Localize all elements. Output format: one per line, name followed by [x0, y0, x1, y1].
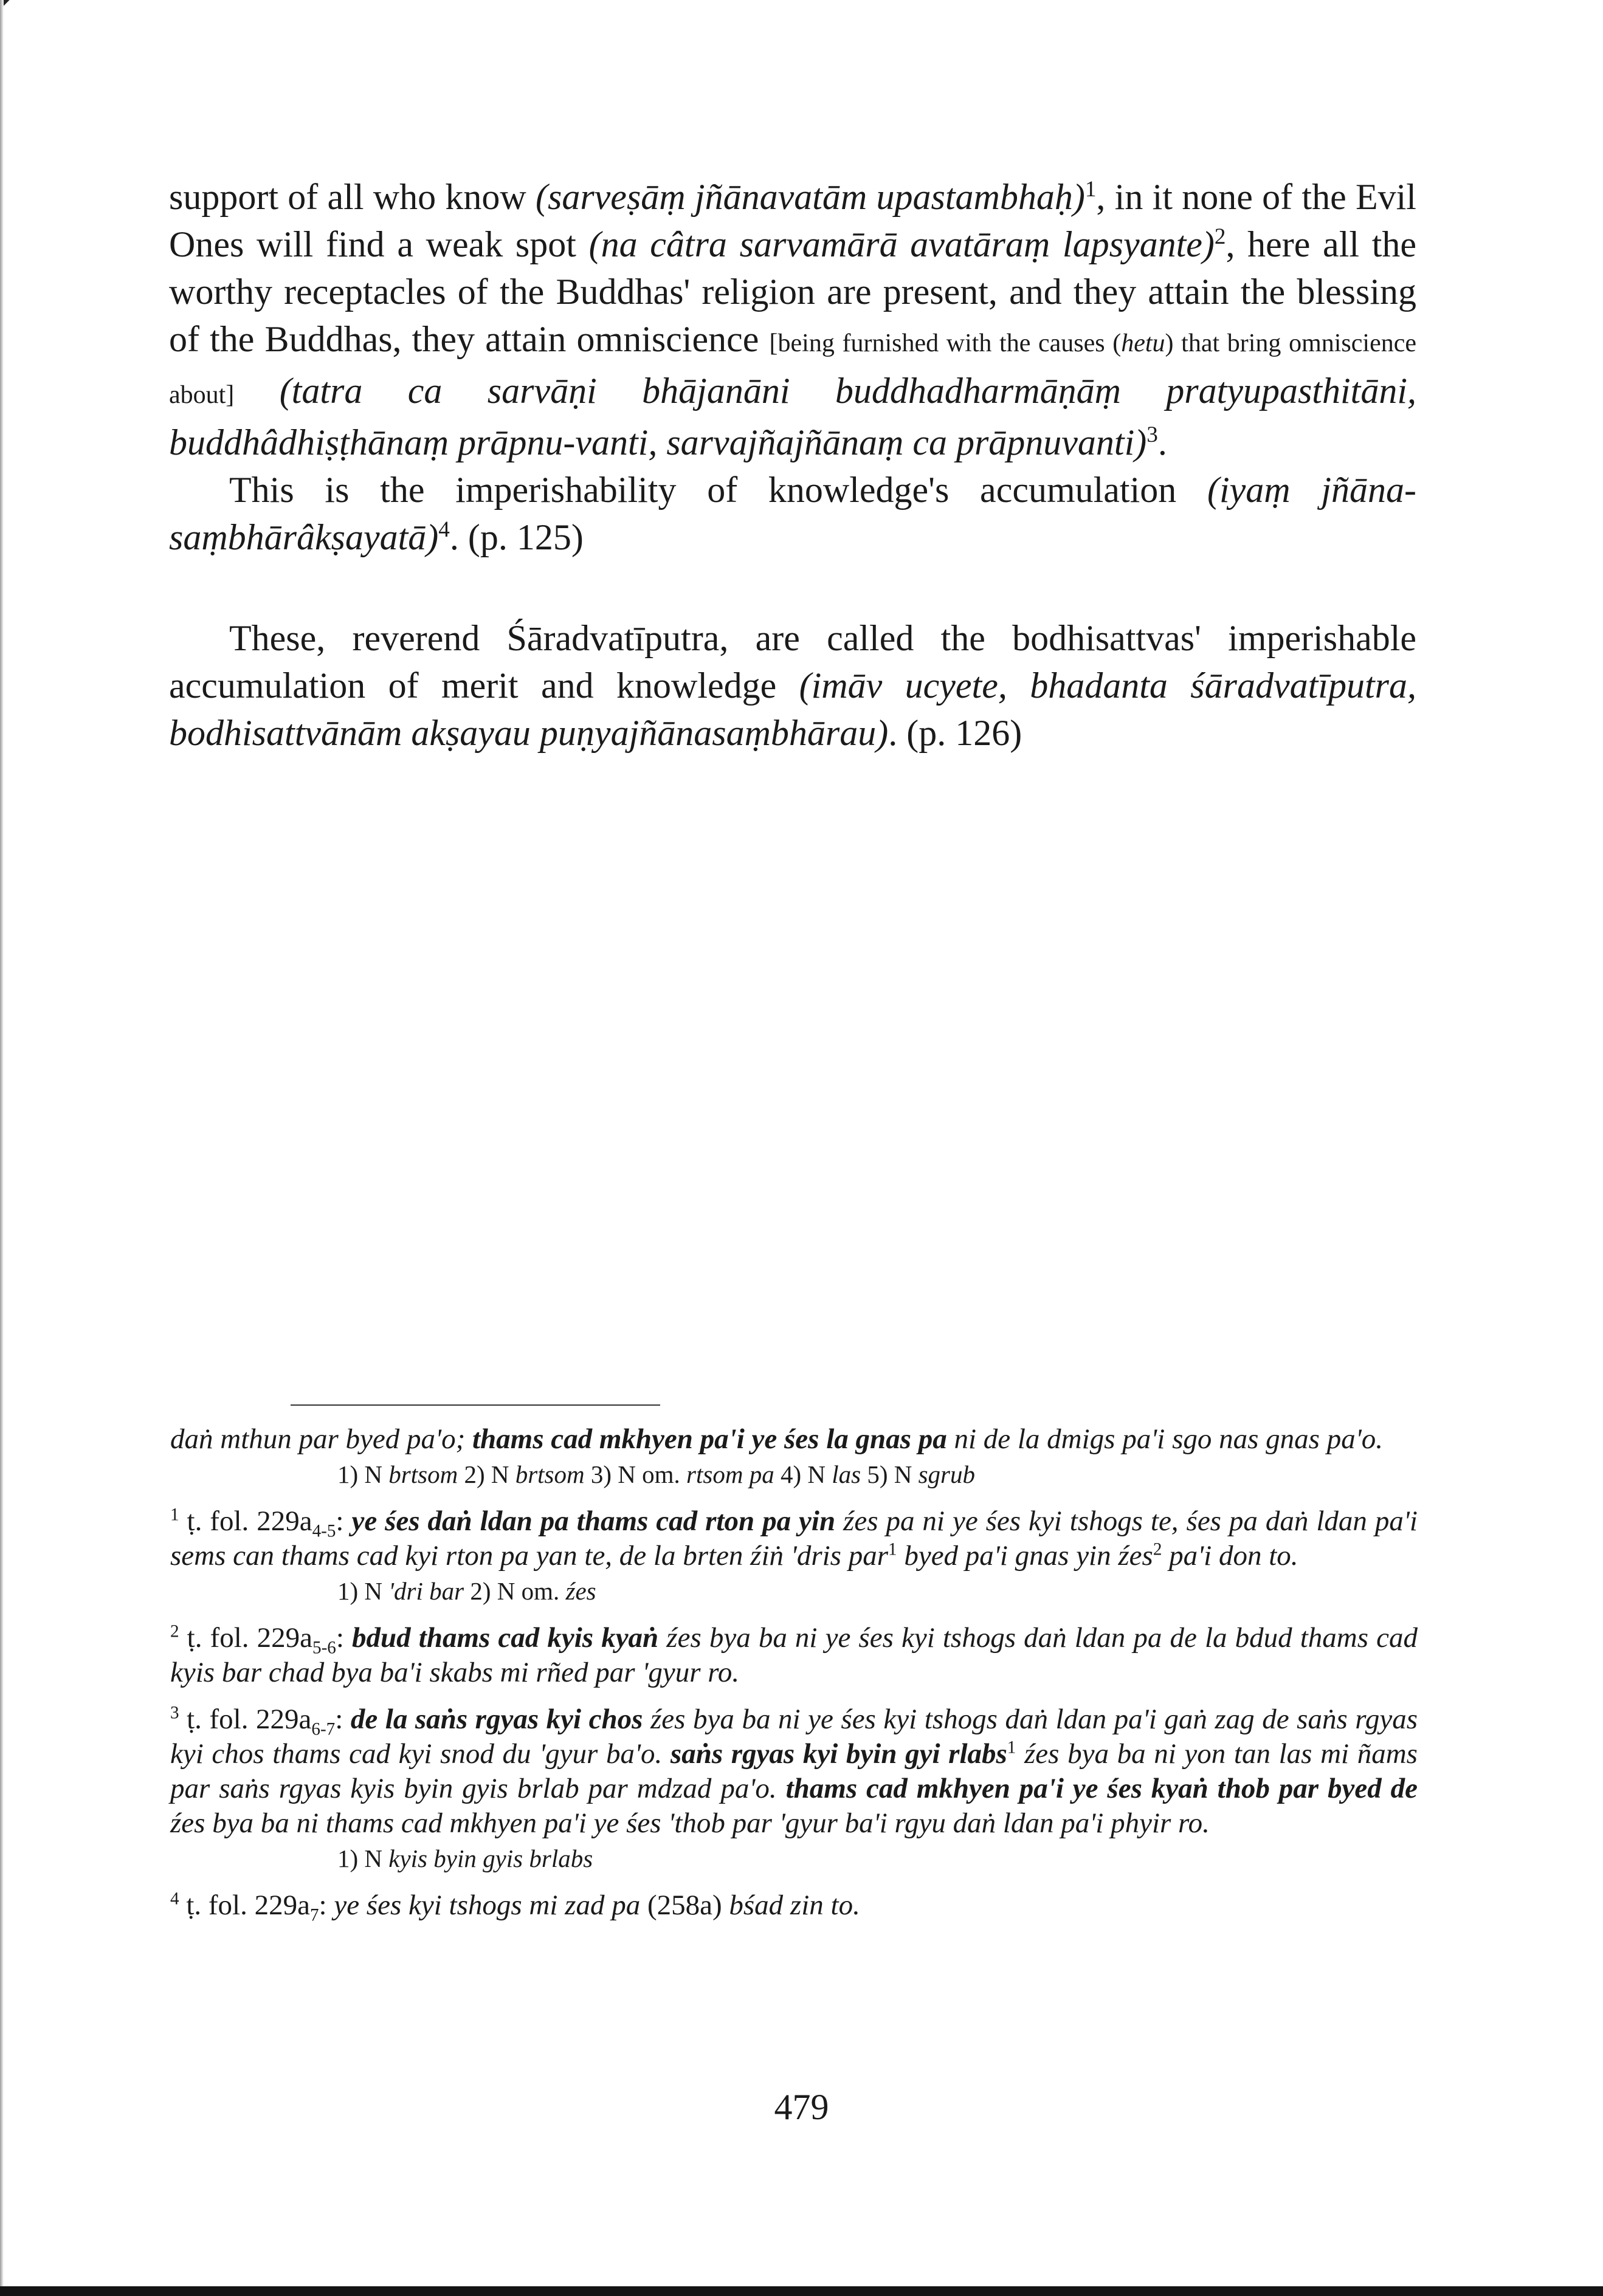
- scan-bottom-edge: [0, 2286, 1603, 2296]
- footnote-continuation: daṅ mthun par byed pa'o; thams cad mkhyen pa'i ye śes la gnas pa ni de la dmigs pa'i sgo nas gnas pa'o.: [170, 1423, 1384, 1455]
- footnote-2: $^2$ ṭ. fol. $229a_{5-6}$: bdud thams cad kyis kyaṅ źes bya ba ni ye śes kyi tshogs daṅ ldan pa de la bdud thams cad kyis bar chad bya ba'i skabs mi rñed par 'gyur ro.: [170, 1621, 1418, 1688]
- sanskrit-phrase: (na câtra sarvamārā avatāraṃ lapsyante): [588, 224, 1215, 264]
- footnote-ref: 1: [1084, 177, 1097, 202]
- footnote-separator: [291, 1404, 660, 1406]
- sanskrit-phrase: (iyaṃ jñāna-saṃbhārâkṣayatā): [169, 470, 1416, 557]
- footnote-ref: 4: [438, 517, 450, 542]
- footnotes: [170, 1422, 1418, 1923]
- footnote-1: $^1$ ṭ. fol. $229a_{4-5}$: ye śes daṅ ldan pa thams cad rton pa yin źes pa ni ye śes kyi tshogs te, śes pa daṅ ldan pa'i sems can thams cad kyi rton pa yan te, de la brten źiṅ 'dris par$^1$ byed pa'i gnas yin źes$^2$ pa'i don to.: [170, 1505, 1418, 1572]
- sanskrit-phrase: (imāv ucyete, bhadanta śāradvatīputra, bodhisattvānām akṣayau puṇyajñānasaṃbhārau): [169, 665, 1416, 753]
- paragraph-1: support of all who know (sarveṣāṃ jñānavatām upastambhaḥ)$^1$, in it none of the Evil Ones will find a weak spot (na câtra sarvamārā avatāraṃ lapsyante)$^2$, here all the worthy receptacles of the Buddhas' religion are present, and they attain the blessing of the Buddhas, they attain omniscience [being furnished with the causes (hetu) that bring omniscience about] (tatra ca sarvāṇi bhājanāni buddhadharmāṇāṃ pratyupasthitāni, buddhâdhiṣṭhānaṃ prāpnu-vanti, sarvajñajñānaṃ ca prāpnuvanti)$^3$.: [169, 177, 1417, 462]
- variant-readings: 1) N brtsom 2) N brtsom 3) N om. rtsom pa 4) N las 5) N sgrub: [337, 1460, 976, 1488]
- paragraph-3: These, reverend Śāradvatīputra, are called the bodhisattvas' imperishable accumulation of merit and knowledge (imāv ucyete, bhadanta śāradvatīputra, bodhisattvānām akṣayau puṇyajñānasaṃbhārau). (p. 126): [169, 618, 1416, 753]
- variant-readings: 1) N kyis byin gyis brlabs: [337, 1844, 593, 1872]
- footnote-4: $^4$ ṭ. fol. $229a_7$: ye śes kyi tshogs mi zad pa (258a) bśad zin to.: [170, 1889, 860, 1925]
- sanskrit-phrase: (tatra ca sarvāṇi bhājanāni buddhadharmāṇāṃ pratyupasthitāni, buddhâdhiṣṭhānaṃ prāpnu-vanti, sarvajñajñānaṃ ca prāpnuvanti): [169, 371, 1416, 462]
- main-text: [169, 173, 1416, 757]
- bracket-note: [being furnished with the causes (hetu) that bring omniscience about]: [169, 329, 1416, 409]
- paragraph-2: This is the imperishability of knowledge's accumulation (iyaṃ jñāna-saṃbhārâkṣayatā)$^4$. (p. 125): [169, 470, 1416, 557]
- page-number: 479: [774, 2087, 829, 2127]
- footnote-ref: 3: [1146, 422, 1158, 447]
- footnote-ref: 2: [1214, 224, 1226, 249]
- scan-left-edge: [0, 0, 4, 2296]
- footnote-3: $^3$ ṭ. fol. $229a_{6-7}$: de la saṅs rgyas kyi chos źes bya ba ni ye śes kyi tshogs daṅ ldan pa'i gaṅ zag de saṅs rgyas kyi chos thams cad kyi snod du 'gyur ba'o. saṅs rgyas kyi byin gyi rlabs$^1$ źes bya ba ni yon tan las mi ñams par saṅs rgyas kyis byin gyis brlab par mdzad pa'o. thams cad mkhyen pa'i ye śes kyaṅ thob par byed de źes bya ba ni thams cad mkhyen pa'i ye śes 'thob par 'gyur ba'i rgyu daṅ ldan pa'i phyir ro.: [170, 1703, 1418, 1839]
- sanskrit-phrase: (sarveṣāṃ jñānavatām upastambhaḥ): [536, 177, 1085, 217]
- variant-readings: 1) N 'dri bar 2) N om. źes: [337, 1577, 596, 1605]
